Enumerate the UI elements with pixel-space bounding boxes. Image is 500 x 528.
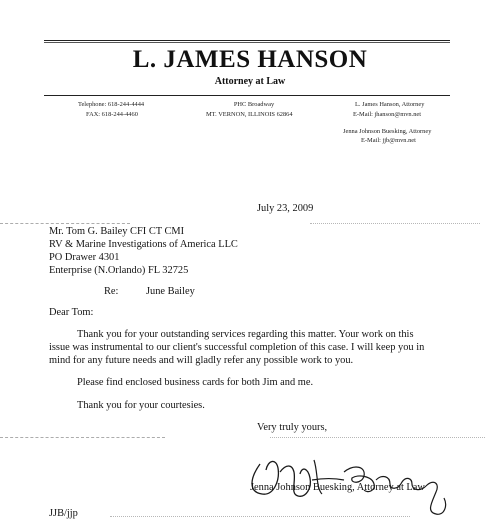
letterhead-top-rule	[44, 40, 450, 41]
letterhead-top-rule-thin	[44, 42, 450, 43]
re-value: June Bailey	[146, 286, 195, 297]
fax: FAX: 618-244-4460	[86, 111, 138, 118]
letter-date: July 23, 2009	[257, 203, 314, 214]
scan-artifact	[270, 437, 485, 438]
typist-initials: JJB/jjp	[49, 508, 78, 519]
firm-name: L. JAMES HANSON	[132, 46, 368, 73]
scan-artifact	[0, 223, 130, 224]
scan-artifact	[0, 437, 165, 438]
re-label: Re:	[104, 286, 119, 297]
paragraph-3: Thank you for your courtesies.	[77, 400, 205, 411]
closing: Very truly yours,	[257, 422, 328, 433]
address-line-1: PHC Broadway	[233, 101, 275, 108]
paragraph-1-line: mind for any future needs and will gladly refer any possible work to you.	[49, 355, 354, 366]
address-line-2: MT. VERNON, ILLINOIS 62864	[206, 111, 293, 118]
recipient-line: Enterprise (N.Orlando) FL 32725	[49, 265, 189, 276]
attorney-2-email: E-Mail: jjb@mvn.net	[361, 137, 416, 144]
attorney-1-email: E-Mail: jhanson@mvn.net	[353, 111, 422, 118]
paragraph-2: Please find enclosed business cards for both Jim and me.	[77, 377, 314, 388]
firm-subtitle: Attorney at Law	[214, 76, 286, 87]
recipient-line: Mr. Tom G. Bailey CFI CT CMI	[49, 226, 185, 237]
recipient-line: RV & Marine Investigations of America LLC	[49, 239, 238, 250]
attorney-2-name: Jenna Johnson Buesking, Attorney	[343, 128, 432, 135]
paragraph-1-line: Thank you for your outstanding services regarding this matter. Your work on this	[77, 329, 414, 340]
attorney-1-name: L. James Hanson, Attorney	[355, 101, 425, 108]
letterhead-bottom-rule	[44, 95, 450, 96]
signer-name: Jenna Johnson Buesking, Attorney at Law	[250, 482, 425, 493]
recipient-line: PO Drawer 4301	[49, 252, 120, 263]
salutation: Dear Tom:	[49, 307, 94, 318]
paragraph-1-line: issue was instrumental to our client's successful completion of this case. I will keep you in	[49, 342, 425, 353]
telephone: Telephone: 618-244-4444	[78, 101, 145, 108]
scan-artifact	[310, 223, 480, 224]
